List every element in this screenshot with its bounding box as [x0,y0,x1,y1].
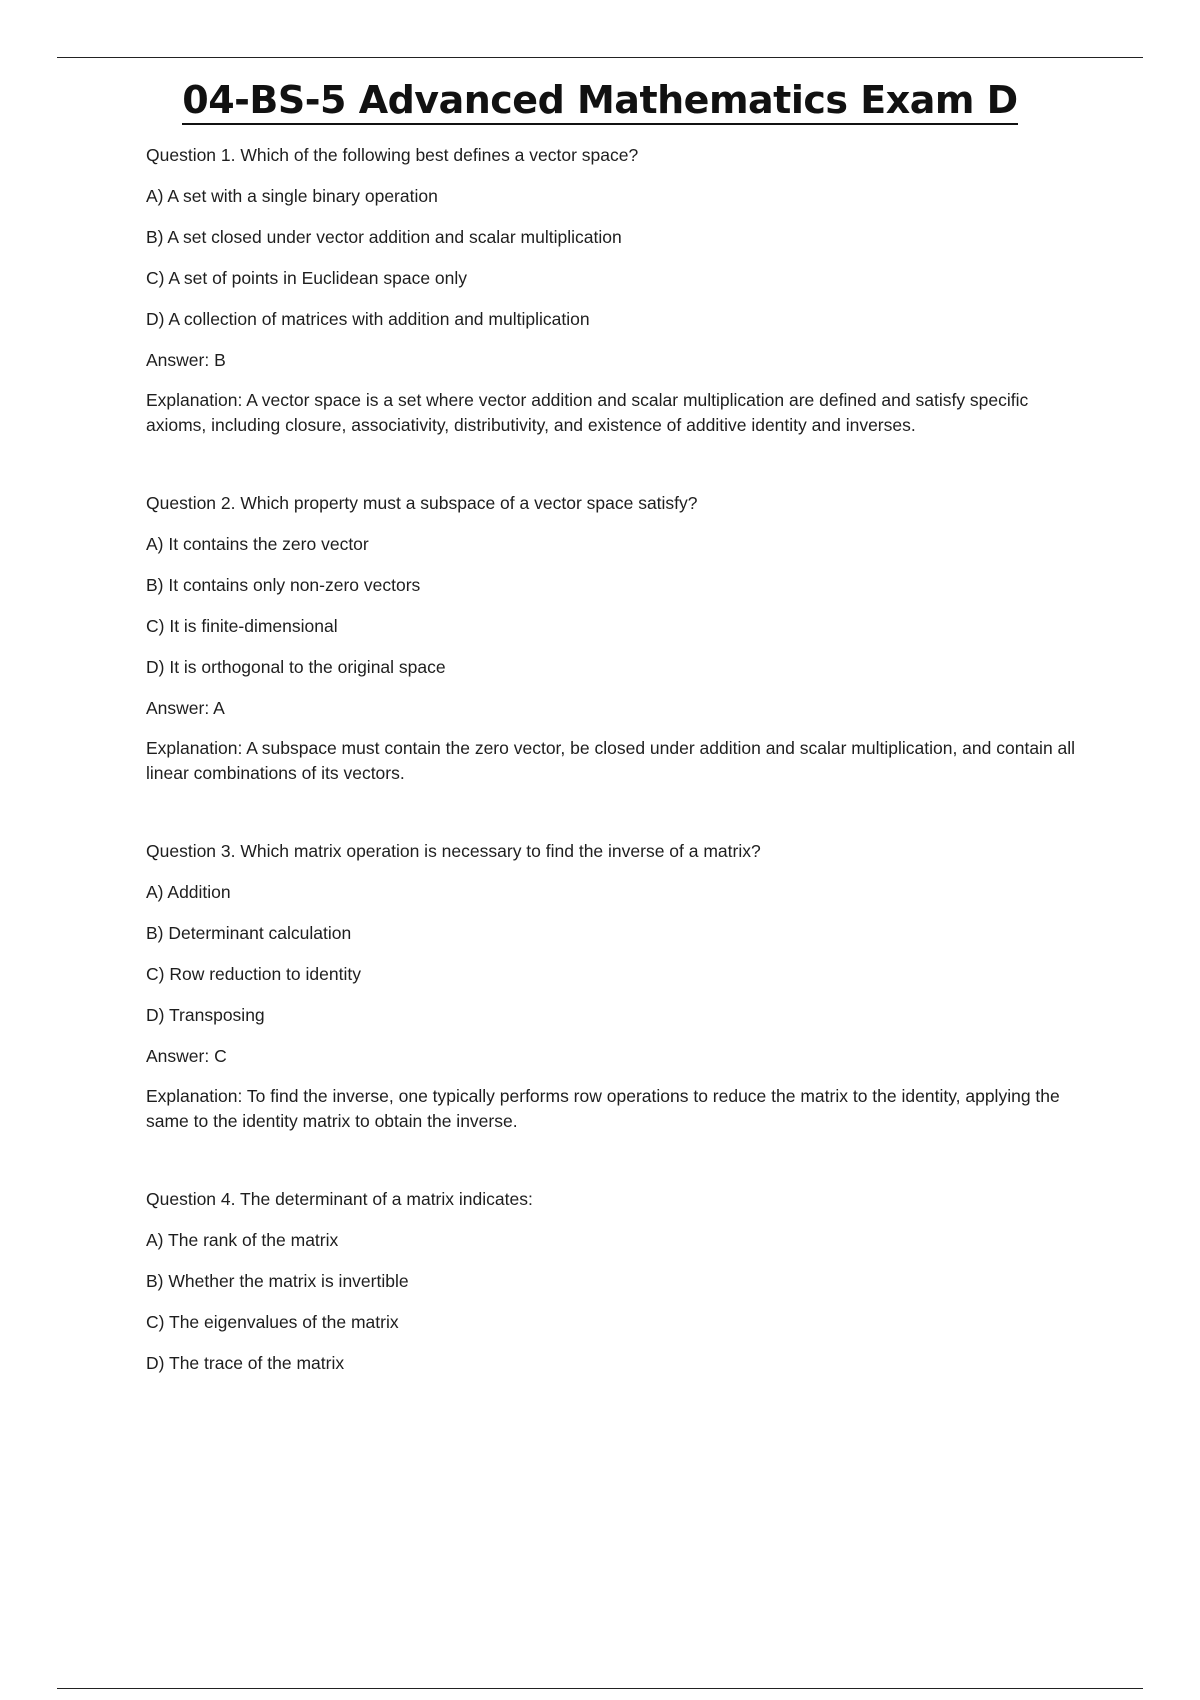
explanation-text: Explanation: To find the inverse, one typically performs row operations to reduce the matrix to the identity, applying the same to the identity matrix to obtain the inverse. [146,1086,1060,1131]
question-text: Question 2. Which property must a subspace of a vector space satisfy? [146,493,698,513]
option-c: C) The eigenvalues of the matrix [146,1312,399,1332]
document-title-text: 04-BS-5 Advanced Mathematics Exam D [182,78,1017,125]
exam-content [146,144,1091,1428]
option-a: A) It contains the zero vector [146,534,369,554]
option-b: B) Determinant calculation [146,923,352,943]
option-b: B) It contains only non-zero vectors [146,575,421,595]
option-a: A) Addition [146,882,231,902]
option-c: C) A set of points in Euclidean space only [146,268,468,288]
option-b: B) Whether the matrix is invertible [146,1271,409,1291]
answer-text: Answer: C [146,1046,227,1066]
option-d: D) The trace of the matrix [146,1353,345,1373]
option-d: D) A collection of matrices with addition and multiplication [146,309,590,329]
answer-text: Answer: A [146,698,225,718]
question-block [146,492,1091,786]
option-d: D) It is orthogonal to the original space [146,657,446,677]
question-text: Question 4. The determinant of a matrix indicates: [146,1189,533,1209]
question-block [146,1188,1091,1374]
explanation-text: Explanation: A vector space is a set where vector addition and scalar multiplication are defined and satisfy specific axioms, including closure, associativity, distributivity, and existence of additive identity and inverses. [146,390,1029,435]
top-rule [57,57,1143,58]
option-d: D) Transposing [146,1005,265,1025]
question-block [146,840,1091,1134]
document-title [0,74,1200,126]
option-a: A) The rank of the matrix [146,1230,339,1250]
option-c: C) It is finite-dimensional [146,616,338,636]
option-c: C) Row reduction to identity [146,964,361,984]
explanation-text: Explanation: A subspace must contain the zero vector, be closed under addition and scalar multiplication, and contain all linear combinations of its vectors. [146,738,1076,783]
question-text: Question 1. Which of the following best defines a vector space? [146,145,639,165]
bottom-rule [57,1688,1143,1689]
answer-text: Answer: B [146,350,226,370]
option-a: A) A set with a single binary operation [146,186,438,206]
question-text: Question 3. Which matrix operation is necessary to find the inverse of a matrix? [146,841,761,861]
question-block [146,144,1091,438]
option-b: B) A set closed under vector addition and scalar multiplication [146,227,622,247]
